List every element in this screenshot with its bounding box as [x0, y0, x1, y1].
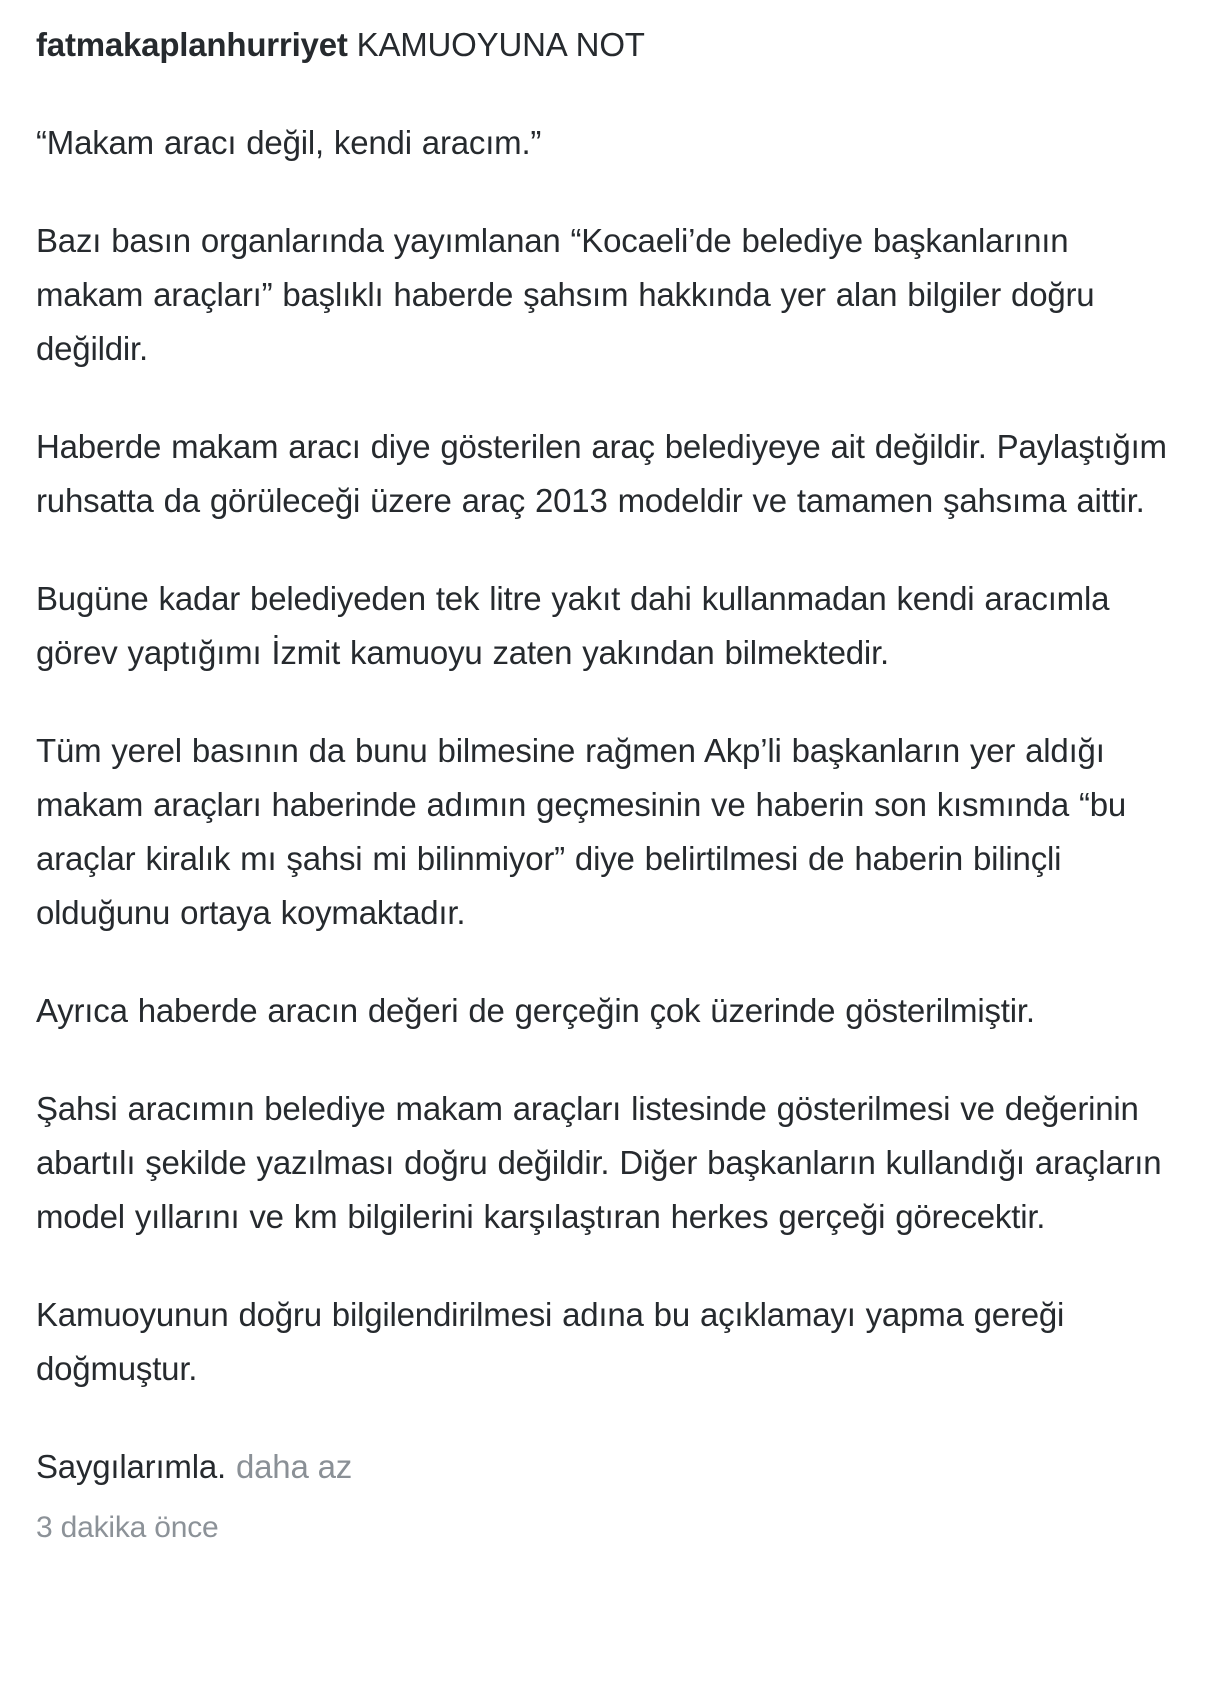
caption-paragraph: Bazı basın organlarında yayımlanan “Kocaeli’de belediye başkanlarının makam araçları” başlıklı haberde şahsım hakkında yer alan bilgiler doğru değildir.: [36, 222, 1095, 367]
caption-signature-line: [36, 1440, 1184, 1494]
caption-header-line: [36, 18, 1184, 72]
caption-paragraph: Tüm yerel basının da bunu bilmesine rağmen Akp’li başkanların yer aldığı makam araçları haberinde adımın geçmesinin ve haberin son kısmında “bu araçlar kiralık mı şahsi mi bilinmiyor” diye belirtilmesi de haberin bilinçli olduğunu ortaya koymaktadır.: [36, 732, 1127, 931]
caption-paragraph-quote: “Makam aracı değil, kendi aracım.”: [36, 124, 542, 161]
signature-text: Saygılarımla.: [36, 1448, 226, 1485]
caption-paragraph: Kamuoyunun doğru bilgilendirilmesi adına bu açıklamayı yapma gereği doğmuştur.: [36, 1296, 1065, 1387]
caption-title: KAMUOYUNA NOT: [356, 26, 645, 63]
collapse-caption-link[interactable]: daha az: [235, 1448, 353, 1485]
post-timestamp: 3 dakika önce: [36, 1511, 219, 1544]
caption-paragraph: Ayrıca haberde aracın değeri de gerçeğin çok üzerinde gösterilmiştir.: [36, 992, 1035, 1029]
caption-paragraph: Bugüne kadar belediyeden tek litre yakıt dahi kullanmadan kendi aracımla görev yaptığımı İzmit kamuoyu zaten yakından bilmektedir.: [36, 580, 1110, 671]
username-link[interactable]: fatmakaplanhurriyet: [36, 26, 348, 63]
caption-paragraph: Şahsi aracımın belediye makam araçları listesinde gösterilmesi ve değerinin abartılı şekilde yazılması doğru değildir. Diğer başkanların kullandığı araçların model yıllarını ve km bilgilerini karşılaştıran herkes gerçeği görecektir.: [36, 1090, 1162, 1235]
caption-paragraph: Haberde makam aracı diye gösterilen araç belediyeye ait değildir. Paylaştığım ruhsatta da görüleceği üzere araç 2013 modeldir ve tamamen şahsıma aittir.: [36, 428, 1167, 519]
